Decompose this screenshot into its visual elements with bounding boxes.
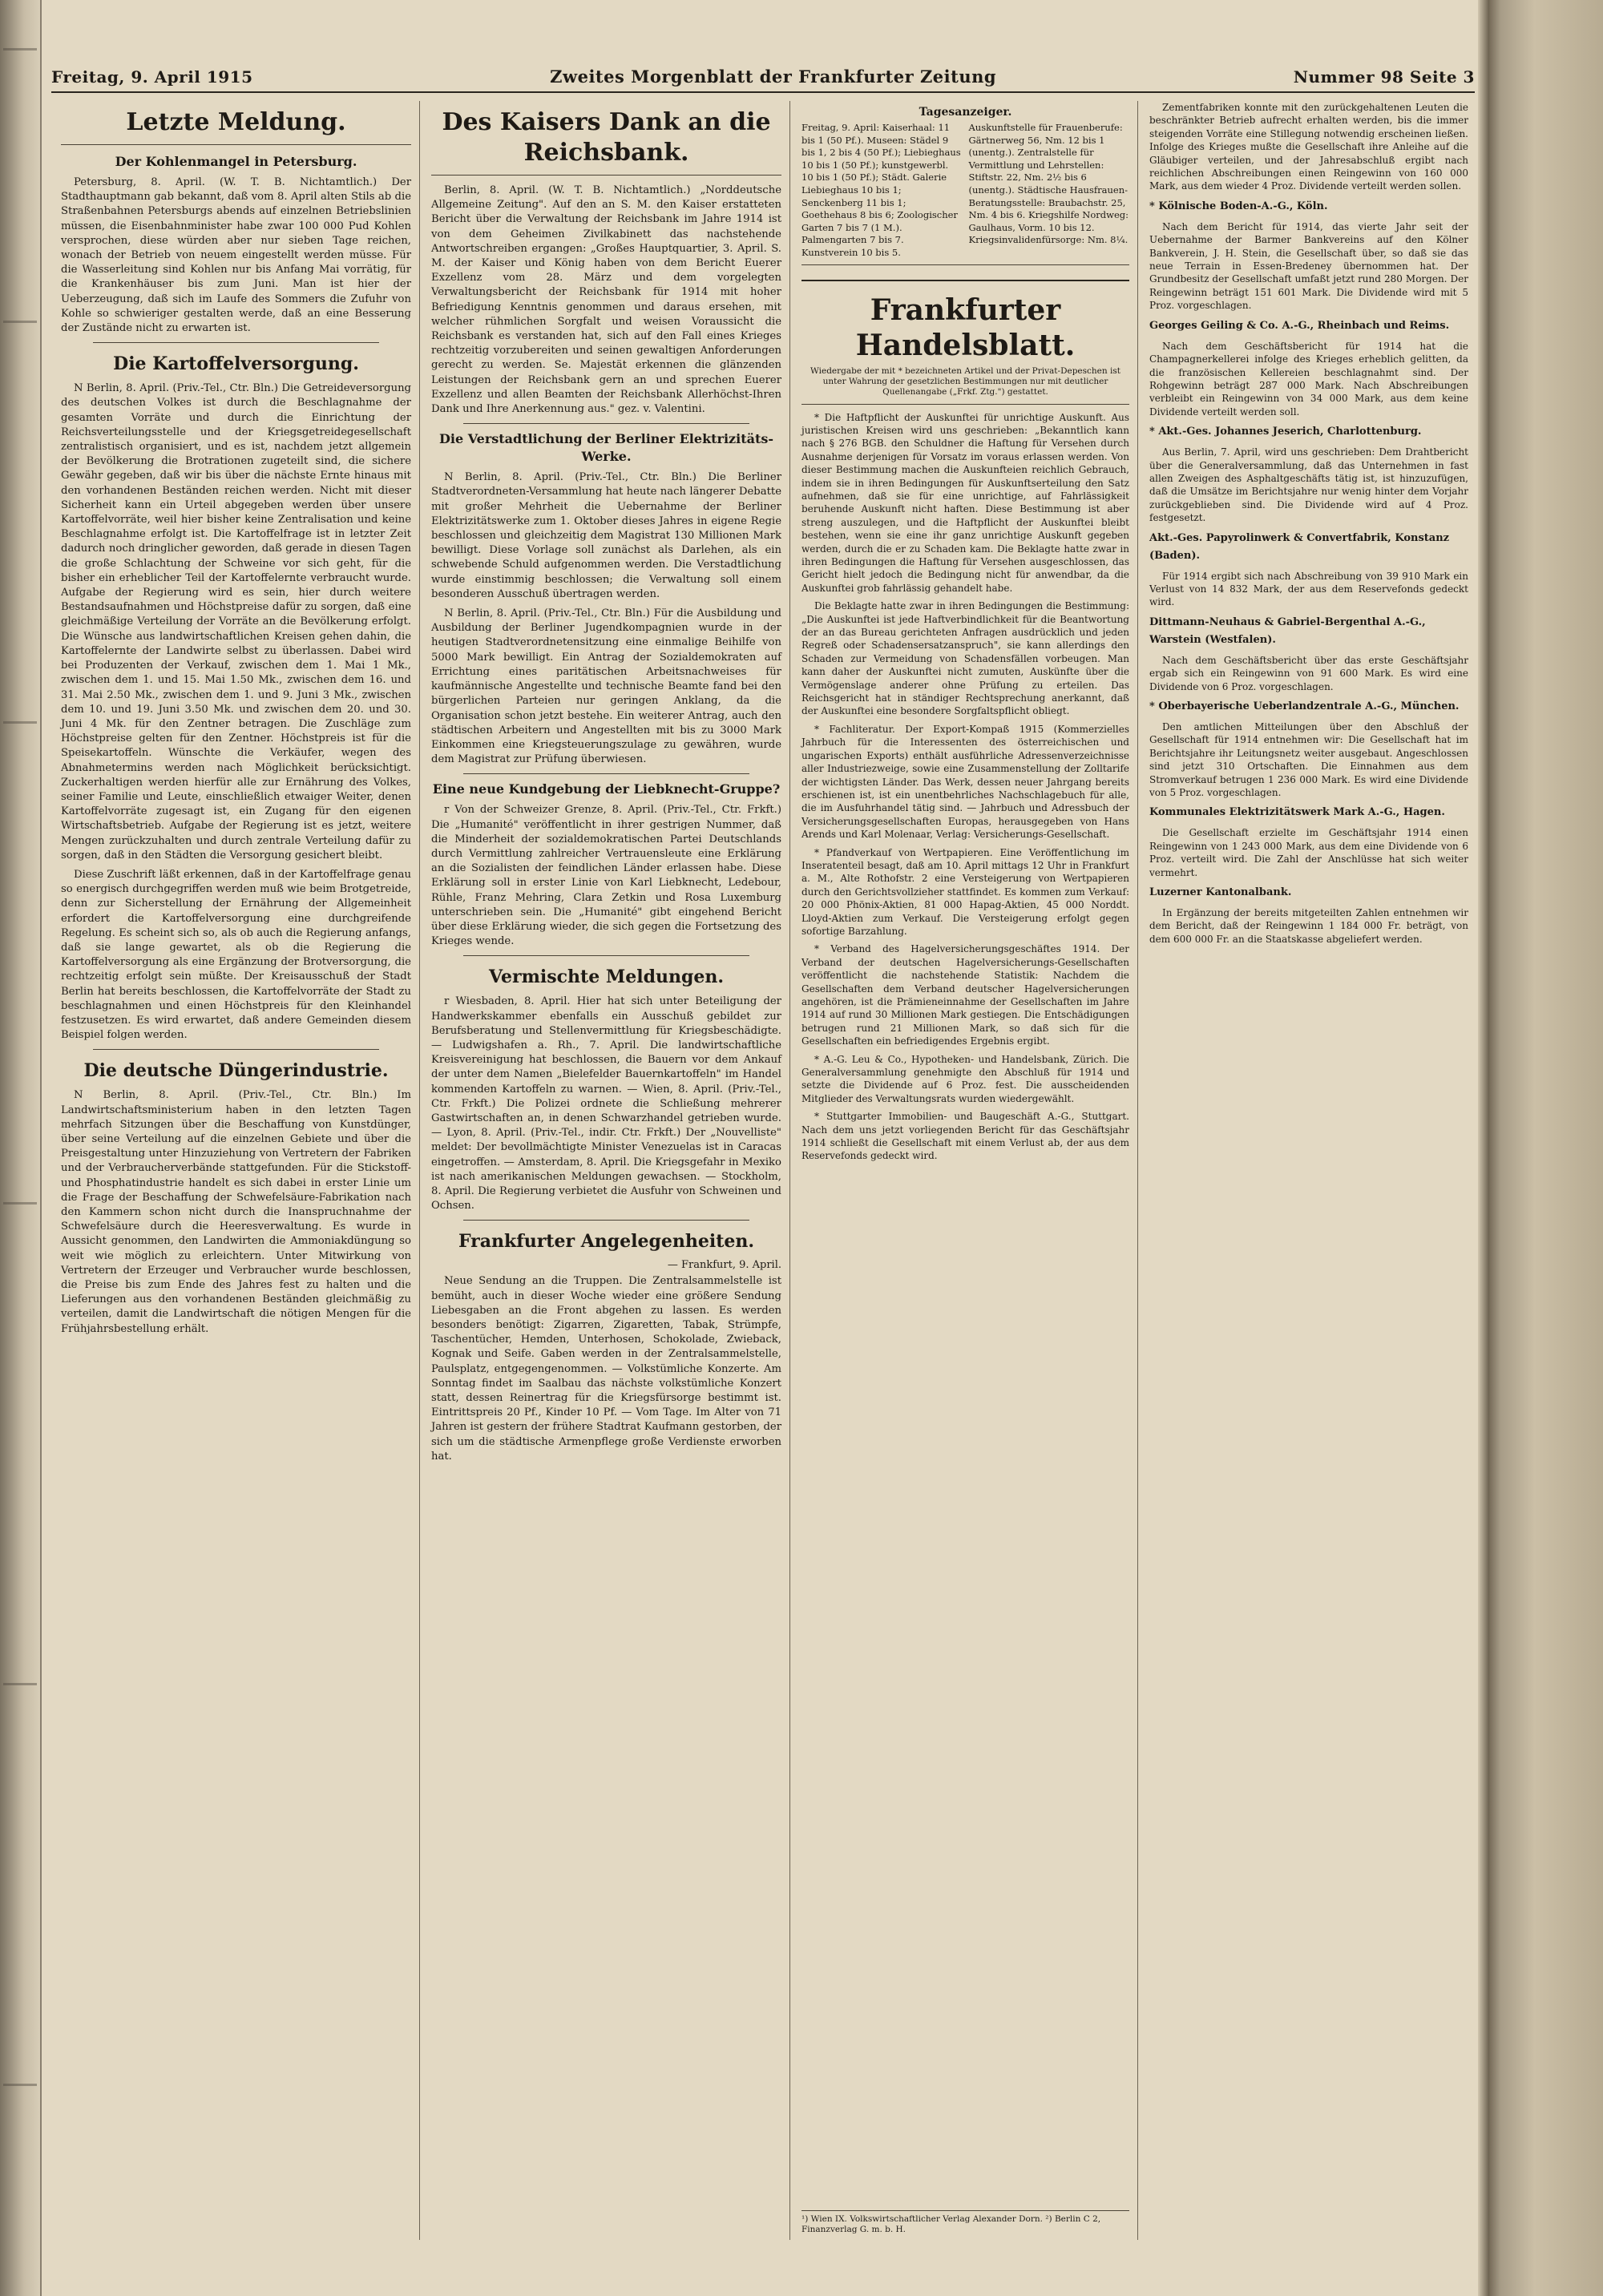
footnote: ¹) Wien IX. Volkswirtschaftlicher Verlag Alexander Dorn. ²) Berlin C 2, Finanzverlag G. m. b. H. — [802, 2210, 1129, 2235]
dateline-frankfurt: — Frankfurt, 9. April. — [667, 1259, 781, 1272]
section-title-frankfurter-angelegenheiten: Frankfurter Angelegenheiten. — [458, 1231, 755, 1253]
company-title-jeserich: * Akt.-Ges. Johannes Jeserich, Charlottenburg. — [1149, 426, 1422, 438]
article-text-oberbayerische: Den amtlichen Mitteilungen über den Abschluß der Gesellschaft für 1914 entnehmen wir: Die Gesellschaft hat im Berichtsjahre ihr Leitungsnetz weiter ausgebaut. Angeschlossen sind jetzt 310 Ortschaften. Die Einnahmen aus dem Stromverkauf betrugen 1 236 000 Mark. Es wird eine Dividende von 5 Proz. vorgeschlagen. — [1149, 721, 1468, 799]
column-1 — [53, 101, 420, 2240]
right-page-stack — [1489, 0, 1603, 2296]
article-text-pfandverkauf: * Pfandverkauf von Wertpapieren. Eine Veröffentlichung im Inseratenteil besagt, daß am 10. April mittags 12 Uhr in Frankfurt a. M., Alte Rothofstr. 2 eine Versteigerung von Wertpapieren durch den Gerichtsvollzieher stattfindet. Es kommen zum Verkauf: 20 000 Phönix-Aktien, 81 000 Hapag-Aktien, 45 000 Norddt. Lloyd-Aktien zum Verkauf. Die Versteigerung erfolgt gegen sofortige Barzahlung. — [802, 846, 1129, 937]
header-date: Freitag, 9. April 1915 — [51, 67, 253, 87]
article-text-kaisers-dank: Berlin, 8. April. (W. T. B. Nichtamtlich.) „Norddeutsche Allgemeine Zeitung". Auf den an S. M. den Kaiser erstatteten Bericht über die Verwaltung der Reichsbank im Jahre 1914 ist von dem Geheimen Zivilkabinett das nachstehende Antwortschreiben ergangen: „Großes Hauptquartier, 3. April. S. M. der Kaiser und König haben von dem Bericht Euerer Exzellenz vom 28. März und dem vorgelegten Verwaltungsbericht der Reichsbank für 1914 mit hoher Befriedigung Kenntnis genommen und daraus ersehen, mit welcher rühmlichen Sorgfalt und weisen Voraussicht die Reichsbank es verstanden hat, sich auf den Fall eines Krieges rechtzeitig vorzubereiten und seinen gewaltigen Anforderungen gerecht zu werden. Se. Majestät erkennen die glänzenden Leistungen der Reichsbank gern an und sprechen Euerer Exzellenz und allen Beamten der Reichsbank Allerhöchst-Ihren Dank und Ihre Anerkennung aus." gez. v. Valentini. — [431, 184, 781, 416]
article-text-fachliteratur: * Fachliteratur. Der Export-Kompaß 1915 (Kommerzielles Jahrbuch für die Interessenten des österreichischen und ungarischen Exports) enthält ausführliche Adressenverzeichnisse aller Industriezweige, sowie eine Zusammenstellung der Zolltarife der wichtigsten Länder. Das Werk, dessen neuer Jahrgang bereits erschienen ist, ist ein unentbehrliches Nachschlagebuch für alle, die im Ausfuhrhandel tätig sind. — Jahrbuch und Adressbuch der Versicherungsgesellschaften Europas, herausgegeben von Hans Arends und Karl Molenaar, Verlag: Versicherungs-Gesellschaft. — [802, 723, 1129, 841]
article-text-jugendkompagnien: N Berlin, 8. April. (Priv.-Tel., Ctr. Bln.) Für die Ausbildung und Ausbildung der Berliner Jugendkompagnien wurde in der heutigen Stadtverordnetensitzung eine einmalige Beihilfe von 5000 Mark bewilligt. Ein Antrag der Sozialdemokraten auf Errichtung eines paritätischen Arbeitsnachweises für kaufmännische Angestellte und technische Beamte fand bei den bürgerlichen Parteien nur geringen Anklang, da die Organisation schon jetzt bestehe. Ein weiterer Antrag, auch den städtischen Arbeitern und Angestellten mit bis zu 3000 Mark Einkommen eine Kriegsteuerungszulage zu gewähren, wurde dem Magistrat zur Prüfung überwiesen. — [431, 607, 781, 766]
article-text-dittmann: Nach dem Geschäftsbericht über das erste Geschäftsjahr ergab sich ein Reingewinn von 91 600 Mark. Es wird eine Dividende von 6 Proz. vorgeschlagen. — [1149, 654, 1468, 692]
article-text-luzerner-kantonalbank: In Ergänzung der bereits mitgeteilten Zahlen entnehmen wir dem Bericht, daß der Reingewinn 1 184 000 Fr. beträgt, von dem 600 000 Fr. an die Staatskasse abgeliefert werden. — [1149, 907, 1468, 945]
company-title-elektrizitaetswerk-mark: Kommunales Elektrizitätswerk Mark A.-G., Hagen. — [1149, 806, 1445, 819]
section-title-handelsblatt: Frankfurter Handelsblatt. — [802, 280, 1129, 363]
section-title-letzte-meldung: Letzte Meldung. — [61, 107, 411, 145]
header-masthead: Zweites Morgenblatt der Frankfurter Zeitung — [550, 67, 997, 87]
company-title-dittmann: Dittmann-Neuhaus & Gabriel-Bergenthal A.-G., Warstein (Westfalen). — [1149, 615, 1426, 646]
divider — [463, 955, 749, 956]
article-title-kohlenmangel: Der Kohlenmangel in Petersburg. — [115, 154, 357, 169]
article-text-vermischte-meldungen: r Wiesbaden, 8. April. Hier hat sich unter Beteiligung der Handwerkskammer ebenfalls ein Ausschuß gebildet zur Berufsberatung und Stellenvermittlung für Kriegsbeschädigte. — Ludwigshafen a. Rh., 7. April. Die landwirtschaftliche Kreisvereinigung hat beschlossen, die Bauern vor dem Ankauf der unter dem Namen „Bielefelder Bauernkartoffeln" im Handel kommenden Kartoffeln zu warnen. — Wien, 8. April. (Priv.-Tel., Ctr. Frkft.) Die Polizei ordnete die Schließung mehrerer Gastwirtschaften an, in denen Schwarzhandel getrieben wurde. — Lyon, 8. April. (Priv.-Tel., indir. Ctr. Frkft.) Der „Nouvelliste" meldet: Der bevollmächtigte Minister Venezuelas ist in Caracas eingetroffen. — Amsterdam, 8. April. Die Kriegsgefahr in Mexiko ist nach amerikanischen Meldungen gewachsen. — Stockholm, 8. April. Die Regierung verbietet die Ausfuhr von Schweinen und Ochsen. — [431, 995, 781, 1213]
left-page-fold — [0, 0, 42, 2296]
article-text-kartoffelversorgung-2: Diese Zuschrift läßt erkennen, daß in der Kartoffelfrage genau so energisch durchgegriffen werden muß wie beim Brotgetreide, denn zur Sicherstellung der Ernährung der Allgemeinheit erfordert die Kartoffelversorgung eine durchgreifende Regelung. Es scheint sich so, als ob auch die Regierung anfangs, daß sie lange gewartet, als ob die Regierung die Kartoffelversorgung als eine Ergänzung der Brotversorgung, die rechtzeitig erfolgt sein müßte. Der Kreisausschuß der Stadt Berlin hat bereits beschlossen, die Kartoffelvorräte der Stadt zu beschlagnahmen und einen Höchstpreis für den Kleinhandel festzusetzen. Es wird erwartet, daß andere Gemeinden diesem Beispiel folgen werden. — [61, 868, 411, 1042]
article-text-leu-co: * A.-G. Leu & Co., Hypotheken- und Handelsbank, Zürich. Die Generalversammlung genehmigte den Abschluß für 1914 und setzte die Dividende auf 6 Proz. fest. Die ausscheidenden Mitglieder des Verwaltungsrats wurden wiedergewählt. — [802, 1053, 1129, 1104]
article-text-geiling: Nach dem Geschäftsbericht für 1914 hat die Champagnerkellerei infolge des Krieges erheblich gelitten, da die französischen Kellereien beschlagnahmt sind. Der Rohgewinn beträgt 287 000 Mark. Nach Abschreibungen verbleibt ein Reingewinn von 34 000 Mark, aus dem keine Dividende verteilt werden soll. — [1149, 340, 1468, 418]
page-binding-shadow — [1478, 0, 1489, 2296]
company-title-papyrolinwerk: Akt.-Ges. Papyrolinwerk & Convertfabrik, Konstanz (Baden). — [1149, 531, 1450, 562]
tagesanzeiger-box — [802, 122, 1129, 265]
article-text-elektrizitaetswerke: N Berlin, 8. April. (Priv.-Tel., Ctr. Bln.) Die Berliner Stadtverordneten-Versammlung hat heute nach längerer Debatte mit großer Mehrheit die Uebernahme der Berliner Elektrizitätswerke zum 1. Oktober dieses Jahres in eigene Regie beschlossen und gleichzeitig dem Magistrat 130 Millionen Mark bewilligt. Diese Vorlage soll zunächst als Darlehen, als ein schwebende Schuld aufgenommen werden. Die Verstadtlichung wurde einstimmig beschlossen; die Verwaltung soll einem besonderen Ausschuß übertragen werden. — [431, 471, 781, 600]
page-header — [51, 61, 1475, 93]
article-title-elektrizitaetswerke: Die Verstadtlichung der Berliner Elektrizitäts-Werke. — [438, 431, 774, 465]
article-title-kaisers-dank: Des Kaisers Dank an die Reichsbank. — [431, 107, 781, 176]
tagesanzeiger-right: Auskunftstelle für Frauenberufe: Gärtnerweg 56, Nm. 12 bis 1 (unentg.). Zentralstelle für Vermittlung und Lehrstellen: Stiftstr. 22, Nm. 2½ bis 6 (unentg.). Städtische Hausfrauen-Beratungsstelle: Braubachstr. 25, Nm. 4 bis 6. Kriegshilfe Nordweg: Gaulhaus, Vorm. 10 bis 12. Kriegsinvalidenfürsorge: Nm. 8¼. — [968, 122, 1129, 246]
section-title-vermischte-meldungen: Vermischte Meldungen. — [489, 966, 724, 988]
article-text-stuttgarter-immobilien: * Stuttgarter Immobilien- und Baugeschäft A.-G., Stuttgart. Nach dem uns jetzt vorliegenden Bericht für das Geschäftsjahr 1914 schließt die Gesellschaft mit einem Verlust ab, der aus dem Reservefonds gedeckt wird. — [802, 1111, 1129, 1162]
article-title-liebknecht: Eine neue Kundgebung der Liebknecht-Gruppe? — [432, 781, 781, 797]
article-text-haftpflicht: * Die Haftpflicht der Auskunftei für unrichtige Auskunft. Aus juristischen Kreisen wird uns geschrieben: „Bekanntlich kann nach § 276 BGB. den Schuldner die Haftung für Versehen durch Ausnahme derjenigen für Vorsatz im voraus erlassen werden. Von dieser Bestimmung machen die Auskunfteien reichlich Gebrauch, indem sie in ihren Bedingungen für Auskunftserteilung den Satz aufnehmen, daß sie für eine unrichtige, auf Fahrlässigkeit beruhende Auskunft nicht haften. Diese Bestimmung ist aber streng auszulegen, und die Haftpflicht der Auskunftei bleibt bestehen, wenn sie eine ihr ganz unrichtige Auskunft gegeben werden, durch die er zu Schaden kam. Die Beklagte hatte zwar in ihren Bedingungen die Haftung für Versehen ausgeschlossen, das Gericht hielt jedoch die Bedingung nicht für anwendbar, da die Auskunftei grob fahrlässig gehandelt habe. — [802, 411, 1129, 594]
divider — [463, 423, 749, 424]
divider — [93, 1049, 379, 1050]
article-title-duengerindustrie: Die deutsche Düngerindustrie. — [83, 1060, 389, 1082]
handelsblatt-copyright-note: Wiedergabe der mit * bezeichneten Artikel und der Privat-Depeschen ist unter Wahrung der gesetzlichen Bestimmungen nur mit deutlicher Quellenangabe („Frkf. Ztg.") gestattet. — [802, 366, 1129, 405]
divider — [463, 1220, 749, 1221]
article-text-papyrolinwerk: Für 1914 ergibt sich nach Abschreibung von 39 910 Mark ein Verlust von 14 832 Mark, der aus dem Reservefonds gedeckt wird. — [1149, 570, 1468, 608]
article-text-jeserich: Aus Berlin, 7. April, wird uns geschrieben: Dem Drahtbericht über die Generalversammlung, daß das Unternehmen in fast allen Zweigen des Asphaltgeschäfts tätig ist, ist hinzuzufügen, daß die Umsätze im Berichtsjahre nur wenig hinter dem Vorjahr zurückgeblieben sind. Die Dividende wird auf 4 Proz. festgesetzt. — [1149, 446, 1468, 524]
tagesanzeiger-left: Freitag, 9. April: Kaiserhaal: 11 bis 1 (50 Pf.). Museen: Städel 9 bis 1, 2 bis 4 (50 Pf.); Liebieghaus 10 bis 1 (50 Pf.); kunstgewerbl. 10 bis 1 (50 Pf.); Städt. Galerie Liebieghaus 10 bis 1; Senckenberg 11 bis 1; Goethehaus 8 bis 6; Zoologischer Garten 7 bis 7 (1 M.). Palmengarten 7 bis 7. Kunstverein 10 bis 5. — [802, 122, 961, 258]
article-text-haftpflicht-2: Die Beklagte hatte zwar in ihren Bedingungen die Bestimmung: „Die Auskunftei ist jede Haftverbindlichkeit für die Beantwortung der an das Bureau gerichteten Anfragen ausdrücklich und jeden Regreß oder Schadensersatzanspruch", sie kann allerdings den Schaden zur Vermeidung von Schadensfällen vorbeugen. Man kann daher der Auskunftei nicht zumuten, Auskünfte über die Vermögenslage anderer ohne Prüfung zu erteilen. Das Reichsgericht hat in ständiger Rechtsprechung anerkannt, daß der Auskunftei eine besondere Sorgfaltspflicht obliegt. — [802, 600, 1129, 717]
article-text-kohlenmangel: Petersburg, 8. April. (W. T. B. Nichtamtlich.) Der Stadthauptmann gab bekannt, daß vom 8. April alten Stils ab die Straßenbahnen Petersburgs abends auf einzelnen Betriebslinien müssen, die Eisenbahnminister habe zwar 100 000 Pud Kohlen versprochen, diese würden aber nur sieben Tage reichen, wonach der Betrieb von neuem eingestellt werden müsse. Für die Wasserleitung sind Kohlen nur bis Anfang Mai vorrätig, für die Krankenhäuser bis zum Juni. Man ist hier der Ueberzeugung, daß sich im Laufe des Sommers die Zufuhr von Kohle so schwieriger gestalten werde, daß an eine Besserung der Zustände nicht zu erwarten ist. — [61, 176, 411, 335]
article-text-elektrizitaetswerk-mark: Die Gesellschaft erzielte im Geschäftsjahr 1914 einen Reingewinn von 1 243 000 Mark, aus dem eine Dividende von 6 Proz. verteilt wird. Die Zahl der Anschlüsse hat sich weiter vermehrt. — [1149, 827, 1468, 878]
company-title-luzerner-kantonalbank: Luzerner Kantonalbank. — [1149, 886, 1292, 899]
article-text-duengerindustrie: N Berlin, 8. April. (Priv.-Tel., Ctr. Bln.) Im Landwirtschaftsministerium haben in den letzten Tagen mehrfach Sitzungen über die Beschaffung von Kunstdünger, über seine Verteilung auf die einzelnen Gebiete und über die Preisgestaltung unter Hinzuziehung von Vertretern der Fabriken und der Verbraucherverbände stattgefunden. Für die Stickstoff- und Phosphatindustrie handelt es sich dabei in erster Linie um die Frage der Beschaffung der Schwefelsäure-Fabrikation nach den Kammern schon nicht durch die Inanspruchnahme der Schwefelsäure durch die Heeresverwaltung. Es wurde in Aussicht genommen, den Landwirten die Ammoniakdüngung so weit wie möglich zu erleichtern. Unter Mitwirkung von Vertretern der Erzeuger und Verbraucher wurde beschlossen, die Preise bis zum Ende des Jahres fest zu halten und die Lieferungen aus den vorhandenen Beständen gleichmäßig zu verteilen, damit die Landwirtschaft die nötigen Mengen für die Frühjahrsbestellung erhält. — [61, 1089, 411, 1335]
company-title-koelnische-boden: * Kölnische Boden-A.-G., Köln. — [1149, 200, 1328, 212]
column-2 — [423, 101, 790, 2240]
article-text-frankfurter-angelegenheiten: Neue Sendung an die Truppen. Die Zentralsammelstelle ist bemüht, auch in dieser Woche wieder eine größere Sendung Liebesgaben an die Front abgehen zu lassen. Es werden besonders benötigt: Zigarren, Zigaretten, Tabak, Strümpfe, Taschentücher, Hemden, Unterhosen, Schokolade, Zwieback, Kognak und Seife. Gaben werden in der Zentralsammelstelle, Paulsplatz, entgegengenommen. — Volkstümliche Konzerte. Am Sonntag findet im Saalbau das nächste volkstümliche Konzert statt, dessen Reinertrag für die Kriegsfürsorge bestimmt ist. Eintrittspreis 20 Pf., Kinder 10 Pf. — Vom Tage. Im Alter von 71 Jahren ist gestern der frühere Stadtrat Kaufmann gestorben, der sich um die städtische Armenpflege große Verdienste erworben hat. — [431, 1275, 781, 1463]
company-title-oberbayerische: * Oberbayerische Ueberlandzentrale A.-G., München. — [1149, 700, 1460, 712]
divider — [93, 342, 379, 343]
article-text-hagelversicherung: * Verband des Hagelversicherungsgeschäftes 1914. Der Verband der deutschen Hagelversicherungs-Gesellschaften veröffentlicht die nachstehende Statistik: Nachdem die Gesellschaften dem Verband deutscher Hagelversicherungen angehören, ist die Prämieneinnahme der Gesellschaften im Jahre 1914 auf rund 30 Millionen Mark gestiegen. Die Entschädigungen betrugen rund 21 Millionen Mark, so daß sich für die Gesellschaften ein befriedigendes Ergebnis ergibt. — [802, 943, 1129, 1047]
column-4 — [1141, 101, 1476, 2240]
article-text-liebknecht: r Von der Schweizer Grenze, 8. April. (Priv.-Tel., Ctr. Frkft.) Die „Humanité" veröffentlicht in ihrer gestrigen Nummer, daß die Minderheit der sozialdemokratischen Partei Deutschlands durch Vermittlung zahlreicher Vertrauensleute eine Erklärung an die Sozialisten der feindlichen Länder erlassen habe. Diese Erklärung soll in erster Linie von Karl Liebknecht, Ledebour, Rühle, Franz Mehring, Clara Zetkin und Rosa Luxemburg unterschrieben sein. Die „Humanité" gibt eingehend Bericht über diese Erklärung wieder, die sich gegen die Fortsetzung des Krieges wende. — [431, 804, 781, 948]
column-3 — [793, 101, 1138, 2240]
tagesanzeiger-title: Tagesanzeiger. — [919, 106, 1012, 119]
article-text-koelnische-boden: Nach dem Bericht für 1914, das vierte Jahr seit der Uebernahme der Barmer Bankvereins auf den Kölner Bankverein, J. H. Stein, die Gesellschaft über, so daß sie das neue Terrain in Essen-Bredeney übernommen hat. Der Grundbesitz der Gesellschaft umfaßt jetzt rund 280 Morgen. Der Reingewinn beträgt 151 601 Mark. Die Dividende wird mit 5 Proz. vorgeschlagen. — [1149, 220, 1468, 312]
divider — [463, 773, 749, 774]
article-text-kartoffelversorgung: N Berlin, 8. April. (Priv.-Tel., Ctr. Bln.) Die Getreideversorgung des deutschen Volkes ist durch die Beschlagnahme der gesamten Vorräte und durch die Einrichtung der Reichsverteilungsstelle und der Kriegsgetreidegesellschaft zentralistisch organisiert, und es ist, nachdem jetzt allgemein der Bevölkerung die Brotrationen zugeteilt sind, die sichere Gewähr gegeben, daß wir bis über die nächste Ernte hinaus mit den vorhandenen Beständen reichen werden. Nicht mit dieser Sicherheit kann ein Urteil abgegeben werden über unsere Kartoffelvorräte, weil hier bisher keine Zentralisation und keine Beschlagnahme erfolgt ist. Die Kartoffelfrage ist in letzter Zeit dadurch noch dringlicher geworden, daß gerade in diesen Tagen die große Schlachtung der Schweine vor sich geht, für die bisher ein erheblicher Teil der Kartoffelernte verbraucht wurde. Aufgabe der Regierung wird es sein, hier durch weitere Bestandsaufnahmen und Höchstpreise dafür zu sorgen, daß eine gleichmäßige Verteilung der Vorräte an die Bevölkerung erfolgt. Die Wünsche aus landwirtschaftlichen Kreisen gehen dahin, die Kartoffelernte der Landwirte selbst zu überlassen. Dabei wird bei Produzenten der Verkauf, zwischen dem 1. Mai 1 Mk., zwischen dem 1. und 15. Mai 1.50 Mk., zwischen dem 16. und 31. Mai 2.50 Mk., zwischen dem 1. und 9. Juni 3 Mk., zwischen dem 10. und 19. Juni 3.50 Mk. und zwischen dem 20. und 30. Juni 4 Mk. für den Zentner betragen. Die Zuschläge zum Höchstpreise gelten für den Zentner. Höchstpreis ist für die Speisekartoffeln. Wünschte die Verkäufer, wegen des Abnahmetermins werden nach Möglichkeit berücksichtigt. Zuckerhaltigen werden hierfür alle zur Ernährung des Volkes, seiner Familie und Leute, einschließlich etwaiger Weiter, denen Kartoffelvorräte zugesagt ist, ein Zugang für den eigenen Wirtschaftsbetrieb. Aufgabe der Regierung ist es jetzt, weitere Mengen zurückzuhalten und durch zentrale Verteilung dafür zu sorgen, daß in den Städten die Versorgung gesichert bleibt. — [61, 382, 411, 862]
header-page-number: Nummer 98 Seite 3 — [1293, 67, 1475, 87]
article-title-kartoffelversorgung: Die Kartoffelversorgung. — [113, 353, 359, 375]
company-title-geiling: Georges Geiling & Co. A.-G., Rheinbach und Reims. — [1149, 319, 1450, 332]
article-text-zementfabriken: Zementfabriken konnte mit den zurückgehaltenen Leuten die beschränkter Betrieb aufrecht erhalten werden, bis die immer steigenden Vorräte eine Stillegung notwendig erscheinen ließen. Infolge des Krieges mußte die Gesellschaft ihre Anleihe auf die Gläubiger verteilen, und der Jahresabschluß ergibt nach reichlichen Abschreibungen einen Reingewinn von 160 000 Mark, aus dem wieder 4 Proz. Dividende verteilt werden sollen. — [1149, 102, 1468, 192]
